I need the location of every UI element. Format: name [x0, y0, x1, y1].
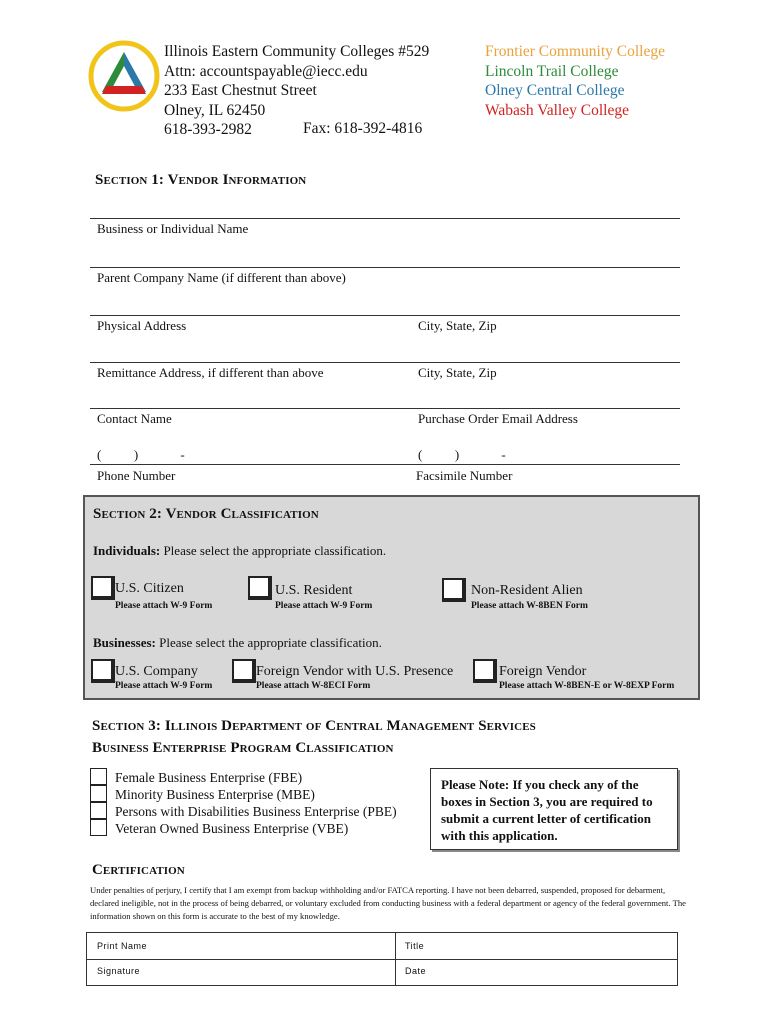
signature-field[interactable]: Signature	[97, 966, 141, 976]
non-resident-alien-label: Non-Resident Alien	[471, 583, 583, 598]
college-lincoln-trail: Lincoln Trail College	[485, 62, 619, 80]
us-resident-checkbox[interactable]	[248, 576, 272, 600]
businesses-text: Please select the appropriate classification.	[159, 635, 382, 650]
mbe-checkbox[interactable]	[90, 785, 107, 802]
parent-company-label: Parent Company Name (if different than above)	[97, 270, 346, 285]
certification-text: Under penalties of perjury, I certify that I am exempt from backup withholding and/or FATCA reporting. I have not been debarred, suspended, proposed for debarment, declared ineligible, not in the process of being debarred, or voluntary excluded from conducting business with a federal department or agency of the federal government. The information shown on this form is accurate to the best of my knowledge.	[90, 885, 686, 921]
us-resident-note: Please attach W-9 Form	[275, 601, 373, 611]
table-divider-horizontal	[87, 959, 677, 960]
contact-name-label: Contact Name	[97, 411, 172, 426]
city-state-zip-label: City, State, Zip	[418, 318, 497, 333]
us-resident-label: U.S. Resident	[275, 583, 353, 598]
college-frontier: Frontier Community College	[485, 43, 665, 60]
foreign-vendor-label: Foreign Vendor	[499, 664, 587, 679]
business-name-line[interactable]	[90, 218, 680, 219]
us-company-label: U.S. Company	[115, 664, 198, 679]
non-resident-alien-checkbox[interactable]	[442, 578, 466, 602]
foreign-vendor-note: Please attach W-8BEN-E or W-8EXP Form	[499, 681, 675, 691]
pbe-label: Persons with Disabilities Business Enterprise (PBE)	[115, 804, 397, 819]
college-olney-central: Olney Central College	[485, 82, 625, 99]
section3-heading-line2: Business Enterprise Program Classification	[92, 740, 394, 756]
signature-table	[86, 932, 678, 986]
phone-template[interactable]: ( ) -	[97, 447, 185, 462]
certification-heading: Certification	[92, 862, 185, 878]
foreign-vendor-checkbox[interactable]	[473, 659, 497, 683]
facsimile-number-label: Facsimile Number	[416, 468, 513, 483]
fbe-label: Female Business Enterprise (FBE)	[115, 770, 303, 785]
section1-heading: Section 1: Vendor Information	[95, 172, 307, 188]
remittance-address-label: Remittance Address, if different than above	[97, 365, 324, 380]
vbe-checkbox[interactable]	[90, 819, 107, 836]
us-citizen-checkbox[interactable]	[91, 576, 115, 600]
phone-line	[90, 464, 680, 465]
individuals-instruction	[93, 543, 386, 559]
individuals-label: Individuals:	[93, 543, 161, 558]
foreign-vendor-us-presence-checkbox[interactable]	[232, 659, 256, 683]
section2-box	[83, 495, 700, 700]
vbe-label: Veteran Owned Business Enterprise (VBE)	[115, 821, 349, 836]
foreign-vendor-us-presence-label: Foreign Vendor with U.S. Presence	[256, 664, 454, 679]
fbe-checkbox[interactable]	[90, 768, 107, 785]
businesses-label: Businesses:	[93, 635, 156, 650]
physical-address-line[interactable]	[90, 315, 680, 316]
physical-address-label: Physical Address	[97, 318, 187, 333]
fax-template[interactable]: ( ) -	[418, 447, 506, 462]
section2-heading: Section 2: Vendor Classification	[93, 506, 319, 522]
print-name-field[interactable]: Print Name	[97, 941, 148, 951]
remittance-address-line[interactable]	[90, 362, 680, 363]
section3-note: Please Note: If you check any of the boxes in Section 3, you are required to submit a current letter of certification with this application.	[430, 768, 678, 850]
businesses-instruction	[93, 635, 382, 651]
remittance-city-state-zip-label: City, State, Zip	[418, 365, 497, 380]
us-company-note: Please attach W-9 Form	[115, 681, 213, 691]
po-email-label: Purchase Order Email Address	[418, 411, 578, 426]
us-citizen-note: Please attach W-9 Form	[115, 601, 213, 611]
pbe-checkbox[interactable]	[90, 802, 107, 819]
college-wabash-valley: Wabash Valley College	[485, 101, 629, 119]
us-company-checkbox[interactable]	[91, 659, 115, 683]
parent-company-line[interactable]	[90, 267, 680, 268]
section3-heading-line1: Section 3: Illinois Department of Central Management Services	[92, 718, 536, 734]
city-state: Olney, IL 62450	[164, 101, 266, 119]
phone-number-label: Phone Number	[97, 468, 176, 483]
institution-name: Illinois Eastern Community Colleges #529	[164, 43, 430, 60]
business-name-label: Business or Individual Name	[97, 221, 249, 236]
college-list	[485, 42, 665, 120]
attn-email: Attn: accountspayable@iecc.edu	[164, 62, 368, 80]
fax-number: Fax: 618-392-4816	[303, 120, 423, 137]
phone-number: 618-393-2982	[164, 121, 252, 138]
foreign-vendor-us-presence-note: Please attach W-8ECI Form	[256, 681, 371, 691]
non-resident-alien-note: Please attach W-8BEN Form	[471, 601, 588, 611]
us-citizen-label: U.S. Citizen	[115, 581, 184, 596]
title-field[interactable]: Title	[405, 941, 425, 951]
mbe-label: Minority Business Enterprise (MBE)	[115, 787, 315, 802]
contact-line[interactable]	[90, 408, 680, 409]
iecc-logo	[88, 40, 160, 112]
date-field[interactable]: Date	[405, 966, 427, 976]
street-address: 233 East Chestnut Street	[164, 82, 317, 99]
individuals-text: Please select the appropriate classification.	[163, 543, 387, 558]
